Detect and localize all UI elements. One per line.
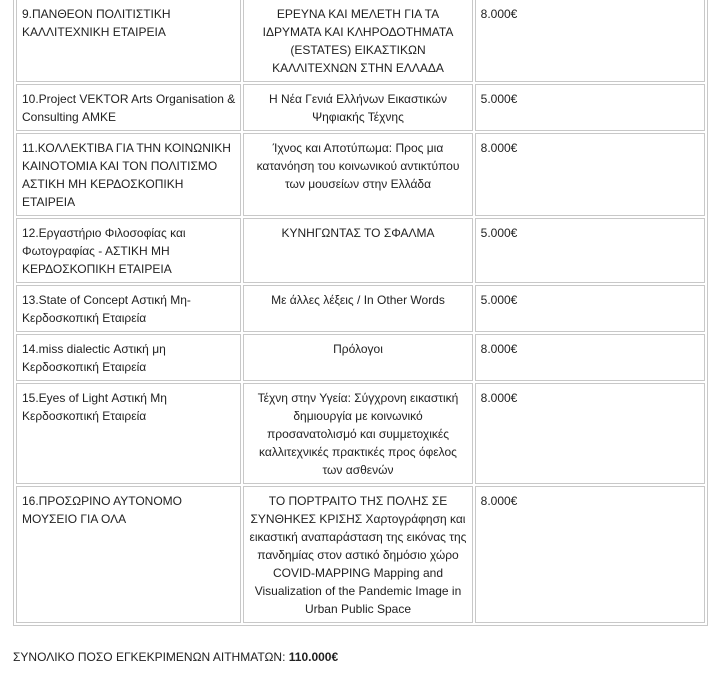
project-cell: Πρόλογοι <box>243 334 472 381</box>
organization-cell: 14.miss dialectic Αστική μη Κερδοσκοπική Εταιρεία <box>16 334 241 381</box>
organization-cell: 9.ΠΑΝΘΕΟΝ ΠΟΛΙΤΙΣΤΙΚΗ ΚΑΛΛΙΤΕΧΝΙΚΗ ΕΤΑΙΡΕΙΑ <box>16 0 241 82</box>
amount-cell: 8.000€ <box>475 0 705 82</box>
table-row <box>16 383 705 484</box>
amount-cell: 8.000€ <box>475 486 705 623</box>
grants-table <box>13 0 708 626</box>
project-cell: Η Νέα Γενιά Ελλήνων Εικαστικών Ψηφιακής Τέχνης <box>243 84 472 131</box>
table-row <box>16 133 705 216</box>
project-cell: Ίχνος και Αποτύπωμα: Προς μια κατανόηση του κοινωνικού αντικτύπου των μουσείων στην Ελλάδα <box>243 133 472 216</box>
project-cell: Τέχνη στην Υγεία: Σύγχρονη εικαστική δημιουργία με κοινωνικό προσανατολισμό και συμμετοχικές καλλιτεχνικές πρακτικές προς όφελος των ασθενών <box>243 383 472 484</box>
organization-cell: 13.State of Concept Αστική Μη-Κερδοσκοπική Εταιρεία <box>16 285 241 332</box>
total-line <box>13 650 338 664</box>
table-row <box>16 84 705 131</box>
organization-cell: 16.ΠΡΟΣΩΡΙΝΟ ΑΥΤΟΝΟΜΟ ΜΟΥΣΕΙΟ ΓΙΑ ΟΛΑ <box>16 486 241 623</box>
project-cell: ΕΡΕΥΝΑ ΚΑΙ ΜΕΛΕΤΗ ΓΙΑ ΤΑ ΙΔΡΥΜΑΤΑ ΚΑΙ ΚΛΗΡΟΔΟΤΗΜΑΤΑ (ESTATES) ΕΙΚΑΣΤΙΚΩΝ ΚΑΛΛΙΤΕΧΝΩΝ ΣΤΗΝ ΕΛΛΑΔΑ <box>243 0 472 82</box>
project-cell: Με άλλες λέξεις / In Other Words <box>243 285 472 332</box>
amount-cell: 8.000€ <box>475 334 705 381</box>
organization-cell: 15.Eyes of Light Αστική Μη Κερδοσκοπική Εταιρεία <box>16 383 241 484</box>
table-row <box>16 0 705 82</box>
table-row <box>16 218 705 283</box>
amount-cell: 5.000€ <box>475 285 705 332</box>
organization-cell: 11.ΚΟΛΛΕΚΤΙΒΑ ΓΙΑ ΤΗΝ ΚΟΙΝΩΝΙΚΗ ΚΑΙΝΟΤΟΜΙΑ ΚΑΙ ΤΟΝ ΠΟΛΙΤΙΣΜΟ ΑΣΤΙΚΗ ΜΗ ΚΕΡΔΟΣΚΟΠΙΚΗ ΕΤΑΙΡΕΙΑ <box>16 133 241 216</box>
total-value: 110.000€ <box>288 650 339 664</box>
table-row <box>16 334 705 381</box>
project-cell: ΤΟ ΠΟΡΤΡΑΙΤΟ ΤΗΣ ΠΟΛΗΣ ΣΕ ΣΥΝΘΗΚΕΣ ΚΡΙΣΗΣ Χαρτογράφηση και εικαστική αναπαράσταση της εικόνας της πανδημίας στον αστικό δημόσιο χώρο COVID-MAPPING Mapping and Visualization of the Pandemic Image in Urban Public Space <box>243 486 472 623</box>
amount-cell: 8.000€ <box>475 133 705 216</box>
amount-cell: 5.000€ <box>475 84 705 131</box>
total-label: ΣΥΝΟΛΙΚΟ ΠΟΣΟ ΕΓΚΕΚΡΙΜΕΝΩΝ ΑΙΤΗΜΑΤΩΝ: <box>13 650 286 664</box>
organization-cell: 10.Project VEKTOR Arts Organisation & Consulting ΑΜΚΕ <box>16 84 241 131</box>
amount-cell: 8.000€ <box>475 383 705 484</box>
table-row <box>16 285 705 332</box>
organization-cell: 12.Εργαστήριο Φιλοσοφίας και Φωτογραφίας - ΑΣΤΙΚΗ ΜΗ ΚΕΡΔΟΣΚΟΠΙΚΗ ΕΤΑΙΡΕΙΑ <box>16 218 241 283</box>
grants-table-body <box>16 0 705 623</box>
project-cell: ΚΥΝΗΓΩΝΤΑΣ ΤΟ ΣΦΑΛΜΑ <box>243 218 472 283</box>
table-row <box>16 486 705 623</box>
amount-cell: 5.000€ <box>475 218 705 283</box>
